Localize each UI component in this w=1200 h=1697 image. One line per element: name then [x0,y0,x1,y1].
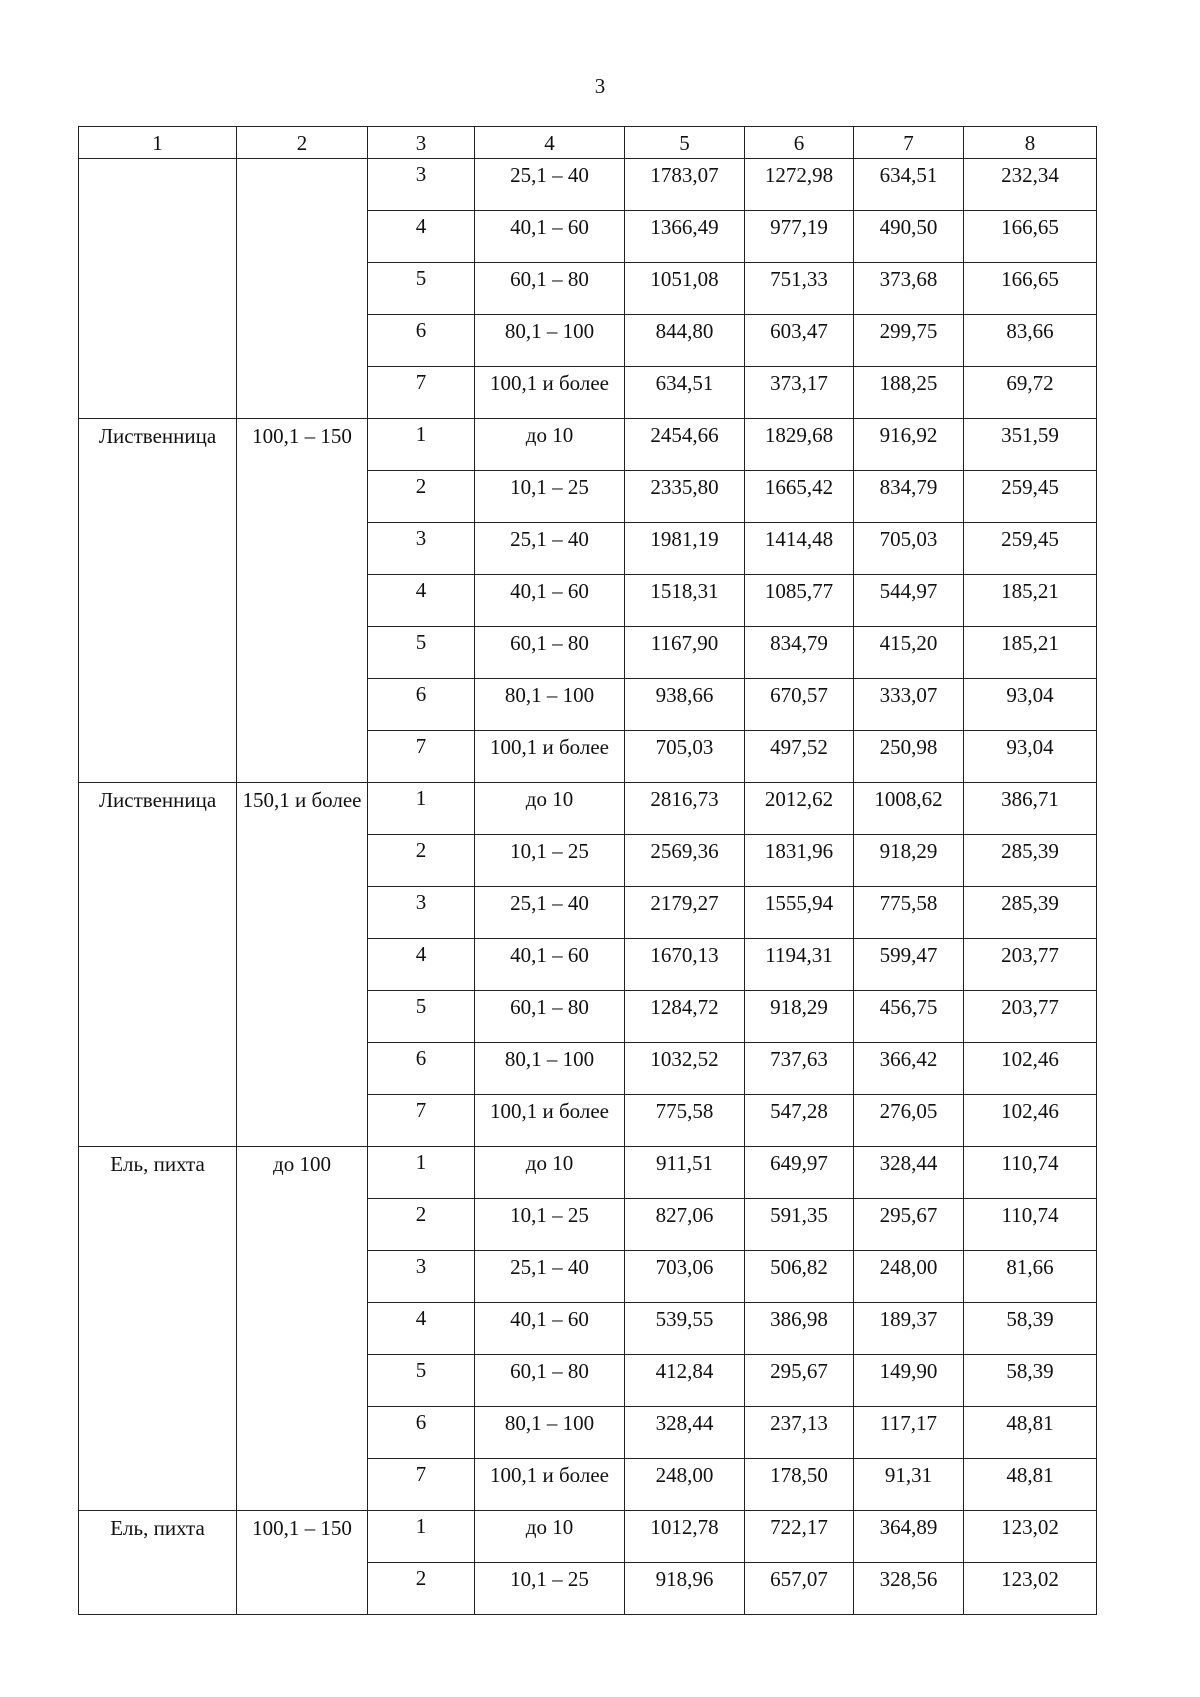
column-header: 8 [964,127,1097,159]
value-col8-cell: 185,21 [964,627,1097,679]
value-col5-cell: 1167,90 [625,627,745,679]
value-col8-cell: 102,46 [964,1095,1097,1147]
value-col8-cell: 185,21 [964,575,1097,627]
value-col8-cell: 203,77 [964,991,1097,1043]
rank-cell: 6 [368,315,475,367]
value-col8-cell: 166,65 [964,211,1097,263]
species-cell: Ель, пихта [79,1147,237,1511]
diameter-cell: 10,1 – 25 [475,1563,625,1615]
value-col5-cell: 1670,13 [625,939,745,991]
table-row [79,783,1097,835]
rank-cell: 3 [368,523,475,575]
value-col5-cell: 1366,49 [625,211,745,263]
value-col8-cell: 83,66 [964,315,1097,367]
rank-cell: 6 [368,1043,475,1095]
value-col7-cell: 250,98 [854,731,964,783]
value-col6-cell: 497,52 [745,731,854,783]
value-col6-cell: 1085,77 [745,575,854,627]
diameter-cell: 60,1 – 80 [475,263,625,315]
value-col7-cell: 599,47 [854,939,964,991]
value-col5-cell: 248,00 [625,1459,745,1511]
value-col6-cell: 657,07 [745,1563,854,1615]
value-col7-cell: 456,75 [854,991,964,1043]
rank-cell: 5 [368,991,475,1043]
diameter-cell: 60,1 – 80 [475,627,625,679]
species-cell: Лиственница [79,783,237,1147]
value-col5-cell: 2816,73 [625,783,745,835]
column-header: 2 [237,127,368,159]
rank-cell: 7 [368,731,475,783]
value-col8-cell: 102,46 [964,1043,1097,1095]
value-col5-cell: 2569,36 [625,835,745,887]
value-col5-cell: 1032,52 [625,1043,745,1095]
rank-cell: 2 [368,1199,475,1251]
value-col6-cell: 918,29 [745,991,854,1043]
value-col7-cell: 1008,62 [854,783,964,835]
value-col6-cell: 1272,98 [745,159,854,211]
diameter-cell: 10,1 – 25 [475,471,625,523]
value-col5-cell: 328,44 [625,1407,745,1459]
value-col7-cell: 276,05 [854,1095,964,1147]
value-col7-cell: 634,51 [854,159,964,211]
value-col6-cell: 649,97 [745,1147,854,1199]
diameter-cell: 80,1 – 100 [475,1043,625,1095]
diameter-cell: 25,1 – 40 [475,523,625,575]
price-table [78,126,1097,1615]
diameter-cell: 100,1 и более [475,1095,625,1147]
value-col8-cell: 232,34 [964,159,1097,211]
value-col8-cell: 110,74 [964,1147,1097,1199]
value-col7-cell: 705,03 [854,523,964,575]
value-col8-cell: 285,39 [964,835,1097,887]
rank-cell: 6 [368,1407,475,1459]
diameter-cell: 60,1 – 80 [475,1355,625,1407]
rank-cell: 3 [368,159,475,211]
value-col6-cell: 603,47 [745,315,854,367]
value-col6-cell: 1665,42 [745,471,854,523]
diameter-cell: 60,1 – 80 [475,991,625,1043]
value-col8-cell: 386,71 [964,783,1097,835]
table-body [79,127,1097,1615]
rank-cell: 5 [368,263,475,315]
diameter-cell: 80,1 – 100 [475,679,625,731]
rank-cell: 5 [368,627,475,679]
value-col7-cell: 333,07 [854,679,964,731]
column-header: 3 [368,127,475,159]
value-col6-cell: 670,57 [745,679,854,731]
diameter-cell: до 10 [475,419,625,471]
value-col8-cell: 58,39 [964,1355,1097,1407]
species-cell: Ель, пихта [79,1511,237,1615]
value-col6-cell: 1831,96 [745,835,854,887]
rank-cell: 1 [368,419,475,471]
value-col7-cell: 189,37 [854,1303,964,1355]
column-header: 1 [79,127,237,159]
value-col5-cell: 2179,27 [625,887,745,939]
diameter-cell: до 10 [475,1147,625,1199]
value-col7-cell: 299,75 [854,315,964,367]
value-col6-cell: 373,17 [745,367,854,419]
value-col6-cell: 751,33 [745,263,854,315]
value-col5-cell: 775,58 [625,1095,745,1147]
value-col5-cell: 412,84 [625,1355,745,1407]
value-col8-cell: 48,81 [964,1407,1097,1459]
value-col7-cell: 248,00 [854,1251,964,1303]
value-col8-cell: 93,04 [964,679,1097,731]
rank-cell: 6 [368,679,475,731]
age-class-cell: 100,1 – 150 [237,419,368,783]
diameter-cell: 25,1 – 40 [475,887,625,939]
value-col5-cell: 938,66 [625,679,745,731]
value-col8-cell: 203,77 [964,939,1097,991]
diameter-cell: 25,1 – 40 [475,159,625,211]
table-row [79,1511,1097,1563]
value-col5-cell: 2335,80 [625,471,745,523]
rank-cell: 3 [368,887,475,939]
value-col5-cell: 827,06 [625,1199,745,1251]
value-col7-cell: 328,44 [854,1147,964,1199]
rank-cell: 2 [368,1563,475,1615]
value-col6-cell: 547,28 [745,1095,854,1147]
value-col5-cell: 2454,66 [625,419,745,471]
value-col7-cell: 490,50 [854,211,964,263]
value-col5-cell: 539,55 [625,1303,745,1355]
value-col6-cell: 722,17 [745,1511,854,1563]
rank-cell: 1 [368,783,475,835]
rank-cell: 7 [368,367,475,419]
rank-cell: 4 [368,211,475,263]
value-col8-cell: 48,81 [964,1459,1097,1511]
table-row [79,1147,1097,1199]
rank-cell: 4 [368,1303,475,1355]
diameter-cell: 25,1 – 40 [475,1251,625,1303]
value-col8-cell: 58,39 [964,1303,1097,1355]
value-col6-cell: 1414,48 [745,523,854,575]
rank-cell: 3 [368,1251,475,1303]
rank-cell: 4 [368,575,475,627]
rank-cell: 7 [368,1095,475,1147]
value-col5-cell: 1284,72 [625,991,745,1043]
value-col6-cell: 1555,94 [745,887,854,939]
value-col6-cell: 295,67 [745,1355,854,1407]
diameter-cell: до 10 [475,1511,625,1563]
diameter-cell: 10,1 – 25 [475,835,625,887]
diameter-cell: до 10 [475,783,625,835]
diameter-cell: 80,1 – 100 [475,1407,625,1459]
value-col6-cell: 178,50 [745,1459,854,1511]
value-col5-cell: 703,06 [625,1251,745,1303]
value-col7-cell: 295,67 [854,1199,964,1251]
column-header: 7 [854,127,964,159]
value-col8-cell: 69,72 [964,367,1097,419]
diameter-cell: 40,1 – 60 [475,939,625,991]
age-class-cell: 100,1 – 150 [237,1511,368,1615]
column-header: 6 [745,127,854,159]
value-col7-cell: 91,31 [854,1459,964,1511]
page-number: 3 [594,74,606,98]
rank-cell: 2 [368,835,475,887]
value-col8-cell: 259,45 [964,471,1097,523]
value-col5-cell: 1012,78 [625,1511,745,1563]
diameter-cell: 10,1 – 25 [475,1199,625,1251]
column-number-row [79,127,1097,159]
rank-cell: 1 [368,1147,475,1199]
value-col6-cell: 591,35 [745,1199,854,1251]
value-col7-cell: 918,29 [854,835,964,887]
value-col8-cell: 285,39 [964,887,1097,939]
diameter-cell: 40,1 – 60 [475,575,625,627]
value-col8-cell: 93,04 [964,731,1097,783]
value-col7-cell: 415,20 [854,627,964,679]
value-col6-cell: 2012,62 [745,783,854,835]
value-col7-cell: 188,25 [854,367,964,419]
rank-cell: 4 [368,939,475,991]
rank-cell: 1 [368,1511,475,1563]
value-col5-cell: 911,51 [625,1147,745,1199]
value-col8-cell: 81,66 [964,1251,1097,1303]
value-col6-cell: 506,82 [745,1251,854,1303]
diameter-cell: 100,1 и более [475,731,625,783]
value-col5-cell: 634,51 [625,367,745,419]
value-col6-cell: 1829,68 [745,419,854,471]
value-col7-cell: 117,17 [854,1407,964,1459]
value-col6-cell: 834,79 [745,627,854,679]
value-col5-cell: 1518,31 [625,575,745,627]
column-header: 5 [625,127,745,159]
value-col5-cell: 1051,08 [625,263,745,315]
species-cell [79,159,237,419]
value-col5-cell: 918,96 [625,1563,745,1615]
age-class-cell: 150,1 и более [237,783,368,1147]
rank-cell: 7 [368,1459,475,1511]
diameter-cell: 100,1 и более [475,367,625,419]
age-class-cell [237,159,368,419]
value-col5-cell: 1783,07 [625,159,745,211]
column-header: 4 [475,127,625,159]
value-col7-cell: 149,90 [854,1355,964,1407]
value-col7-cell: 328,56 [854,1563,964,1615]
rank-cell: 5 [368,1355,475,1407]
table-row [79,159,1097,211]
value-col8-cell: 166,65 [964,263,1097,315]
value-col5-cell: 705,03 [625,731,745,783]
value-col7-cell: 366,42 [854,1043,964,1095]
age-class-cell: до 100 [237,1147,368,1511]
value-col6-cell: 237,13 [745,1407,854,1459]
value-col7-cell: 544,97 [854,575,964,627]
rank-cell: 2 [368,471,475,523]
species-cell: Лиственница [79,419,237,783]
value-col6-cell: 386,98 [745,1303,854,1355]
value-col8-cell: 123,02 [964,1511,1097,1563]
value-col6-cell: 1194,31 [745,939,854,991]
value-col6-cell: 977,19 [745,211,854,263]
value-col5-cell: 1981,19 [625,523,745,575]
value-col7-cell: 364,89 [854,1511,964,1563]
value-col8-cell: 123,02 [964,1563,1097,1615]
value-col7-cell: 916,92 [854,419,964,471]
value-col8-cell: 351,59 [964,419,1097,471]
value-col8-cell: 259,45 [964,523,1097,575]
diameter-cell: 80,1 – 100 [475,315,625,367]
value-col7-cell: 373,68 [854,263,964,315]
value-col5-cell: 844,80 [625,315,745,367]
value-col6-cell: 737,63 [745,1043,854,1095]
value-col7-cell: 775,58 [854,887,964,939]
value-col7-cell: 834,79 [854,471,964,523]
diameter-cell: 40,1 – 60 [475,1303,625,1355]
diameter-cell: 100,1 и более [475,1459,625,1511]
diameter-cell: 40,1 – 60 [475,211,625,263]
table-row [79,419,1097,471]
value-col8-cell: 110,74 [964,1199,1097,1251]
